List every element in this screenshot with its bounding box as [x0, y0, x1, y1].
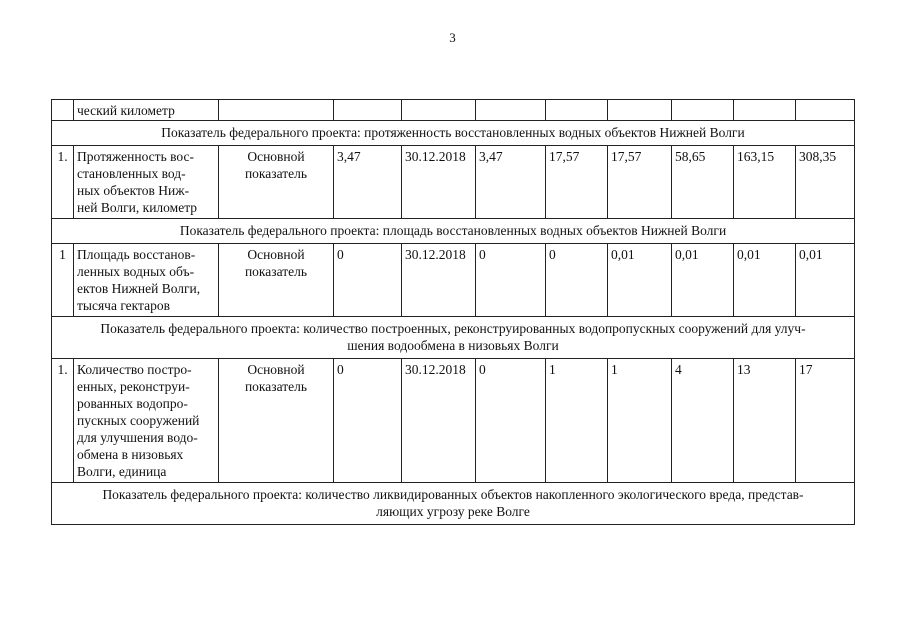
indicator-name: Площадь восстанов- ленных водных объ- ектов Нижней Волги, тысяча гектаров — [74, 244, 219, 317]
indicator-type: Основной показатель — [219, 244, 334, 317]
indicator-type: Основной показатель — [219, 146, 334, 219]
indicator-type: Основной показатель — [219, 359, 334, 483]
table-row — [52, 244, 855, 317]
value-cell: 1 — [608, 359, 672, 483]
indicator-name: Протяженность вос- становленных вод- ных объектов Ниж- ней Волги, километр — [74, 146, 219, 219]
value-cell: 0,01 — [608, 244, 672, 317]
value-cell: 58,65 — [672, 146, 734, 219]
table-row — [52, 146, 855, 219]
base-value: 0 — [334, 359, 402, 483]
value-cell: 0 — [546, 244, 608, 317]
page-number: 3 — [449, 30, 456, 45]
value-cell: 17 — [796, 359, 855, 483]
indicators-table — [51, 99, 855, 525]
section-title: Показатель федерального проекта: количество ликвидированных объектов накопленного экологического вреда, представ- ляющих угрозу реке Волге — [52, 483, 855, 525]
value-cell: 308,35 — [796, 146, 855, 219]
base-date: 30.12.2018 — [402, 244, 476, 317]
value-cell: 3,47 — [476, 146, 546, 219]
value-cell: 0,01 — [734, 244, 796, 317]
value-cell: 4 — [672, 359, 734, 483]
value-cell: 17,57 — [608, 146, 672, 219]
base-date: 30.12.2018 — [402, 359, 476, 483]
section-header — [52, 219, 855, 244]
table-row — [52, 359, 855, 483]
value-cell: 0,01 — [796, 244, 855, 317]
section-header — [52, 121, 855, 146]
row-number: 1. — [52, 146, 74, 219]
indicator-name: Количество постро- енных, реконструи- рованных водопро- пускных сооружений для улучшения водо- обмена в низовьях Волги, единица — [74, 359, 219, 483]
base-value: 3,47 — [334, 146, 402, 219]
carry-over-text: ческий километр — [74, 100, 219, 121]
base-value: 0 — [334, 244, 402, 317]
row-number: 1. — [52, 359, 74, 483]
value-cell: 163,15 — [734, 146, 796, 219]
value-cell: 0 — [476, 359, 546, 483]
section-header — [52, 483, 855, 525]
base-date: 30.12.2018 — [402, 146, 476, 219]
section-header — [52, 317, 855, 359]
section-title: Показатель федерального проекта: площадь восстановленных водных объектов Нижней Волги — [52, 219, 855, 244]
value-cell: 13 — [734, 359, 796, 483]
value-cell: 0 — [476, 244, 546, 317]
value-cell: 0,01 — [672, 244, 734, 317]
section-title: Показатель федерального проекта: количество построенных, реконструированных водопропускных сооружений для улуч- шения водообмена в низовьях Волги — [52, 317, 855, 359]
value-cell: 17,57 — [546, 146, 608, 219]
value-cell: 1 — [546, 359, 608, 483]
carry-over-row — [52, 100, 855, 121]
section-title: Показатель федерального проекта: протяженность восстановленных водных объектов Нижней Волги — [52, 121, 855, 146]
row-number: 1 — [52, 244, 74, 317]
